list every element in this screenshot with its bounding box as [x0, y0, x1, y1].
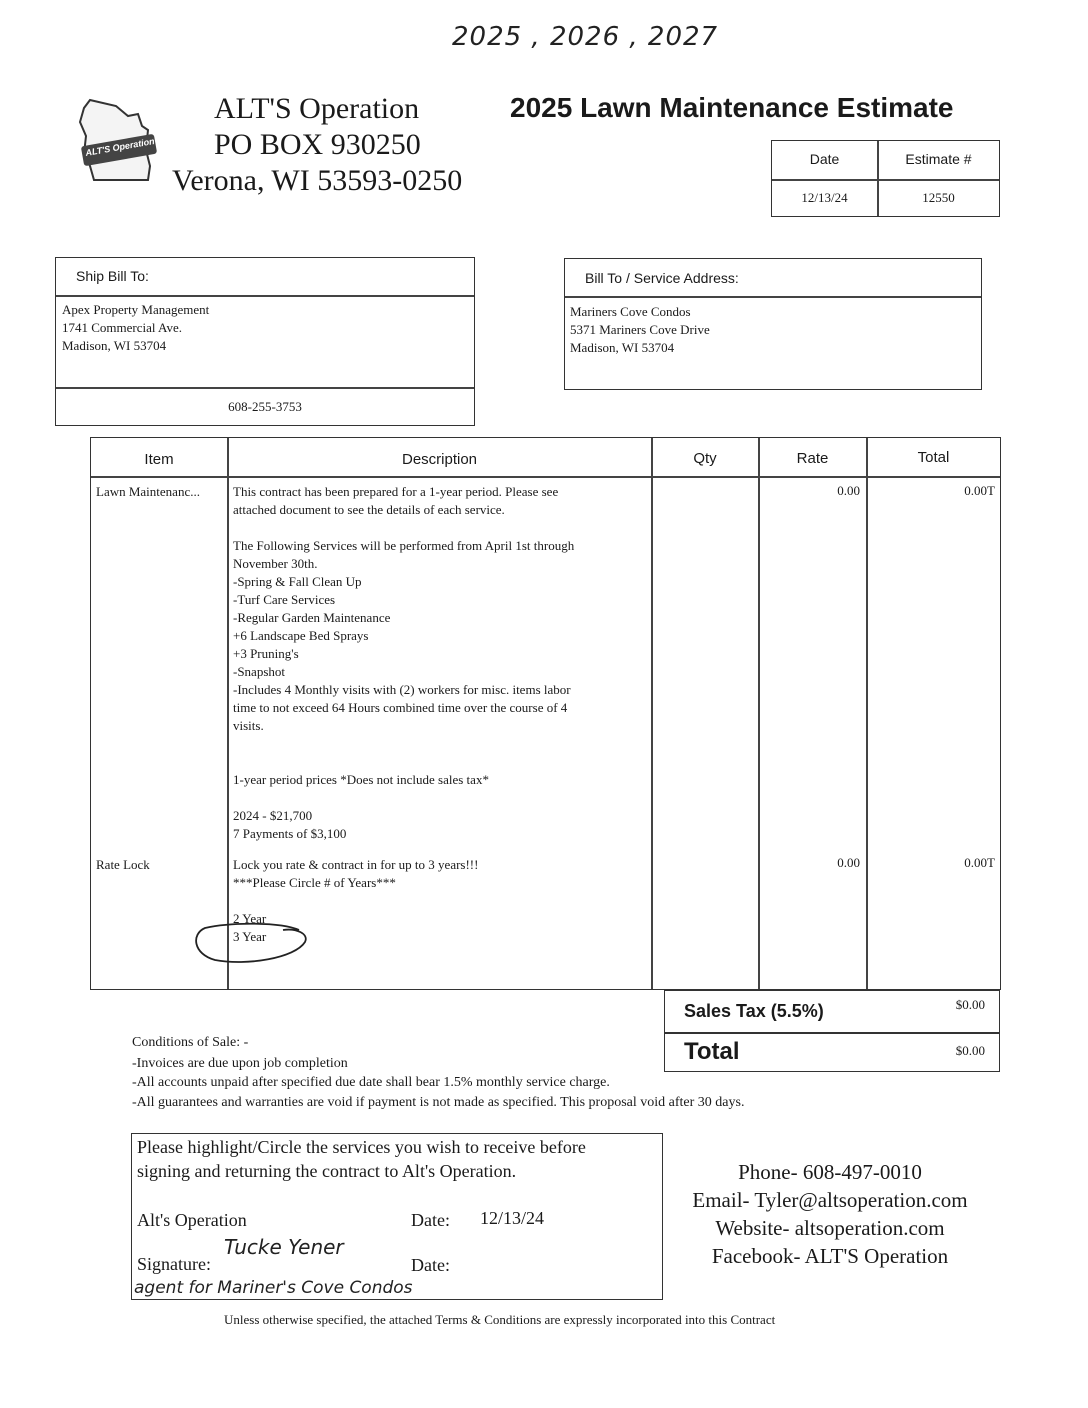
signature-company: Alt's Operation [137, 1210, 247, 1230]
ship-bill-line-3: Madison, WI 53704 [62, 338, 167, 353]
row1-desc-line: -Includes 4 Monthly visits with (2) workers for misc. items labor [233, 682, 571, 697]
bill-to-box [564, 258, 982, 390]
row1-desc-line [233, 789, 648, 807]
ship-bill-box [55, 257, 475, 426]
header-description: Description [401, 451, 478, 468]
handdrawn-circle-mark [191, 922, 311, 964]
contact-phone: Phone- 608-497-0010 [738, 1160, 922, 1184]
company-name: ALT'S Operation [214, 92, 420, 125]
row2-desc-line: ***Please Circle # of Years*** [233, 875, 396, 890]
ship-bill-line-2: 1741 Commercial Ave. [62, 320, 182, 335]
total-box [664, 1033, 1000, 1072]
sales-tax-value: $0.00 [955, 997, 985, 1012]
row1-desc-line: time to not exceed 64 Hours combined time over the course of 4 [233, 700, 568, 715]
document-title: 2025 Lawn Maintenance Estimate [510, 92, 954, 123]
sales-tax-label: Sales Tax (5.5%) [684, 1001, 824, 1021]
row1-desc-line: 2024 - $21,700 [233, 808, 313, 823]
row1-desc-line: attached document to see the details of each service. [233, 502, 505, 517]
row1-desc-line: -Snapshot [233, 664, 285, 679]
row1-desc-line: The Following Services will be performed from April 1st through [233, 538, 575, 553]
header-total: Total [917, 449, 950, 466]
estimate-meta-box [771, 140, 1000, 217]
conditions-title: Conditions of Sale: - [132, 1035, 249, 1050]
signature-instruction-1: Please highlight/Circle the services you wish to receive before [137, 1137, 586, 1157]
header-item: Item [144, 451, 174, 468]
estimate-date: 12/13/24 [801, 190, 848, 205]
row1-item: Lawn Maintenanc... [96, 484, 200, 499]
contact-website: Website- altsoperation.com [715, 1216, 945, 1240]
handwritten-years: 2025 , 2026 , 2027 [452, 22, 719, 52]
row1-description [233, 483, 648, 843]
signature-date-value: 12/13/24 [480, 1208, 545, 1228]
signature-box [131, 1133, 663, 1300]
bill-to-line-1: Mariners Cove Condos [570, 304, 691, 319]
date-label: Date [809, 151, 840, 167]
bill-to-label: Bill To / Service Address: [585, 270, 739, 286]
company-logo [76, 96, 162, 184]
total-value: $0.00 [955, 1043, 985, 1058]
row1-desc-line: -Turf Care Services [233, 592, 336, 607]
condition-item: -All accounts unpaid after specified due date shall bear 1.5% monthly service charge. [132, 1075, 610, 1090]
row2-total: 0.00T [964, 855, 995, 870]
row2-desc-line: Lock you rate & contract in for up to 3 years!!! [233, 857, 479, 872]
bill-to-line-2: 5371 Mariners Cove Drive [570, 322, 710, 337]
row1-desc-line: 7 Payments of $3,100 [233, 826, 347, 841]
total-label: Total [684, 1038, 740, 1065]
row1-desc-line: -Spring & Fall Clean Up [233, 574, 362, 589]
company-address-1: PO BOX 930250 [214, 128, 421, 161]
ship-bill-line-1: Apex Property Management [62, 302, 210, 317]
row1-desc-line [233, 519, 648, 537]
row1-desc-line: +3 Pruning's [233, 646, 299, 661]
signature-label: Signature: [137, 1254, 211, 1274]
signature-date-label-2: Date: [411, 1255, 450, 1275]
items-table [90, 437, 1001, 990]
estimate-number: 12550 [922, 190, 955, 205]
row1-desc-line: 1-year period prices *Does not include sales tax* [233, 772, 489, 787]
row1-total: 0.00T [964, 483, 995, 498]
row2-desc-line: 3 Year [233, 929, 267, 944]
row2-item: Rate Lock [96, 857, 150, 872]
ship-bill-phone: 608-255-3753 [228, 399, 302, 414]
row1-desc-line: -Regular Garden Maintenance [233, 610, 391, 625]
condition-item: -Invoices are due upon job completion [132, 1056, 348, 1071]
row2-desc-line: 2 Year [233, 911, 267, 926]
sales-tax-box [664, 990, 1000, 1033]
condition-item: -All guarantees and warranties are void if payment is not made as specified. This proposal void after 30 days. [132, 1095, 745, 1110]
logo-text: ALT'S Operation [84, 136, 156, 159]
signature-date-label: Date: [411, 1210, 450, 1230]
handwritten-agent-note: agent for Mariner's Cove Condos [134, 1278, 413, 1298]
row1-desc-line: November 30th. [233, 556, 318, 571]
row2-rate: 0.00 [837, 855, 860, 870]
row1-desc-line [233, 735, 648, 753]
ship-bill-label: Ship Bill To: [76, 268, 149, 284]
footer-terms: Unless otherwise specified, the attached Terms & Conditions are expressly incorporated into this Contract [224, 1312, 776, 1327]
row1-desc-line: +6 Landscape Bed Sprays [233, 628, 369, 643]
estimate-number-label: Estimate # [905, 151, 972, 167]
header-qty: Qty [693, 450, 717, 467]
signature-instruction-2: signing and returning the contract to Alt's Operation. [137, 1161, 517, 1181]
company-address-2: Verona, WI 53593-0250 [172, 164, 463, 197]
row1-desc-line: This contract has been prepared for a 1-year period. Please see [233, 484, 559, 499]
bill-to-line-3: Madison, WI 53704 [570, 340, 675, 355]
row1-rate: 0.00 [837, 483, 860, 498]
header-rate: Rate [796, 450, 829, 467]
handwritten-signature: Tucke Yener [224, 1235, 344, 1259]
row1-desc-line: visits. [233, 718, 264, 733]
row2-desc-line [233, 892, 648, 910]
row1-desc-line [233, 753, 648, 771]
contact-email: Email- Tyler@altsoperation.com [692, 1188, 968, 1212]
contact-facebook: Facebook- ALT'S Operation [711, 1244, 949, 1268]
